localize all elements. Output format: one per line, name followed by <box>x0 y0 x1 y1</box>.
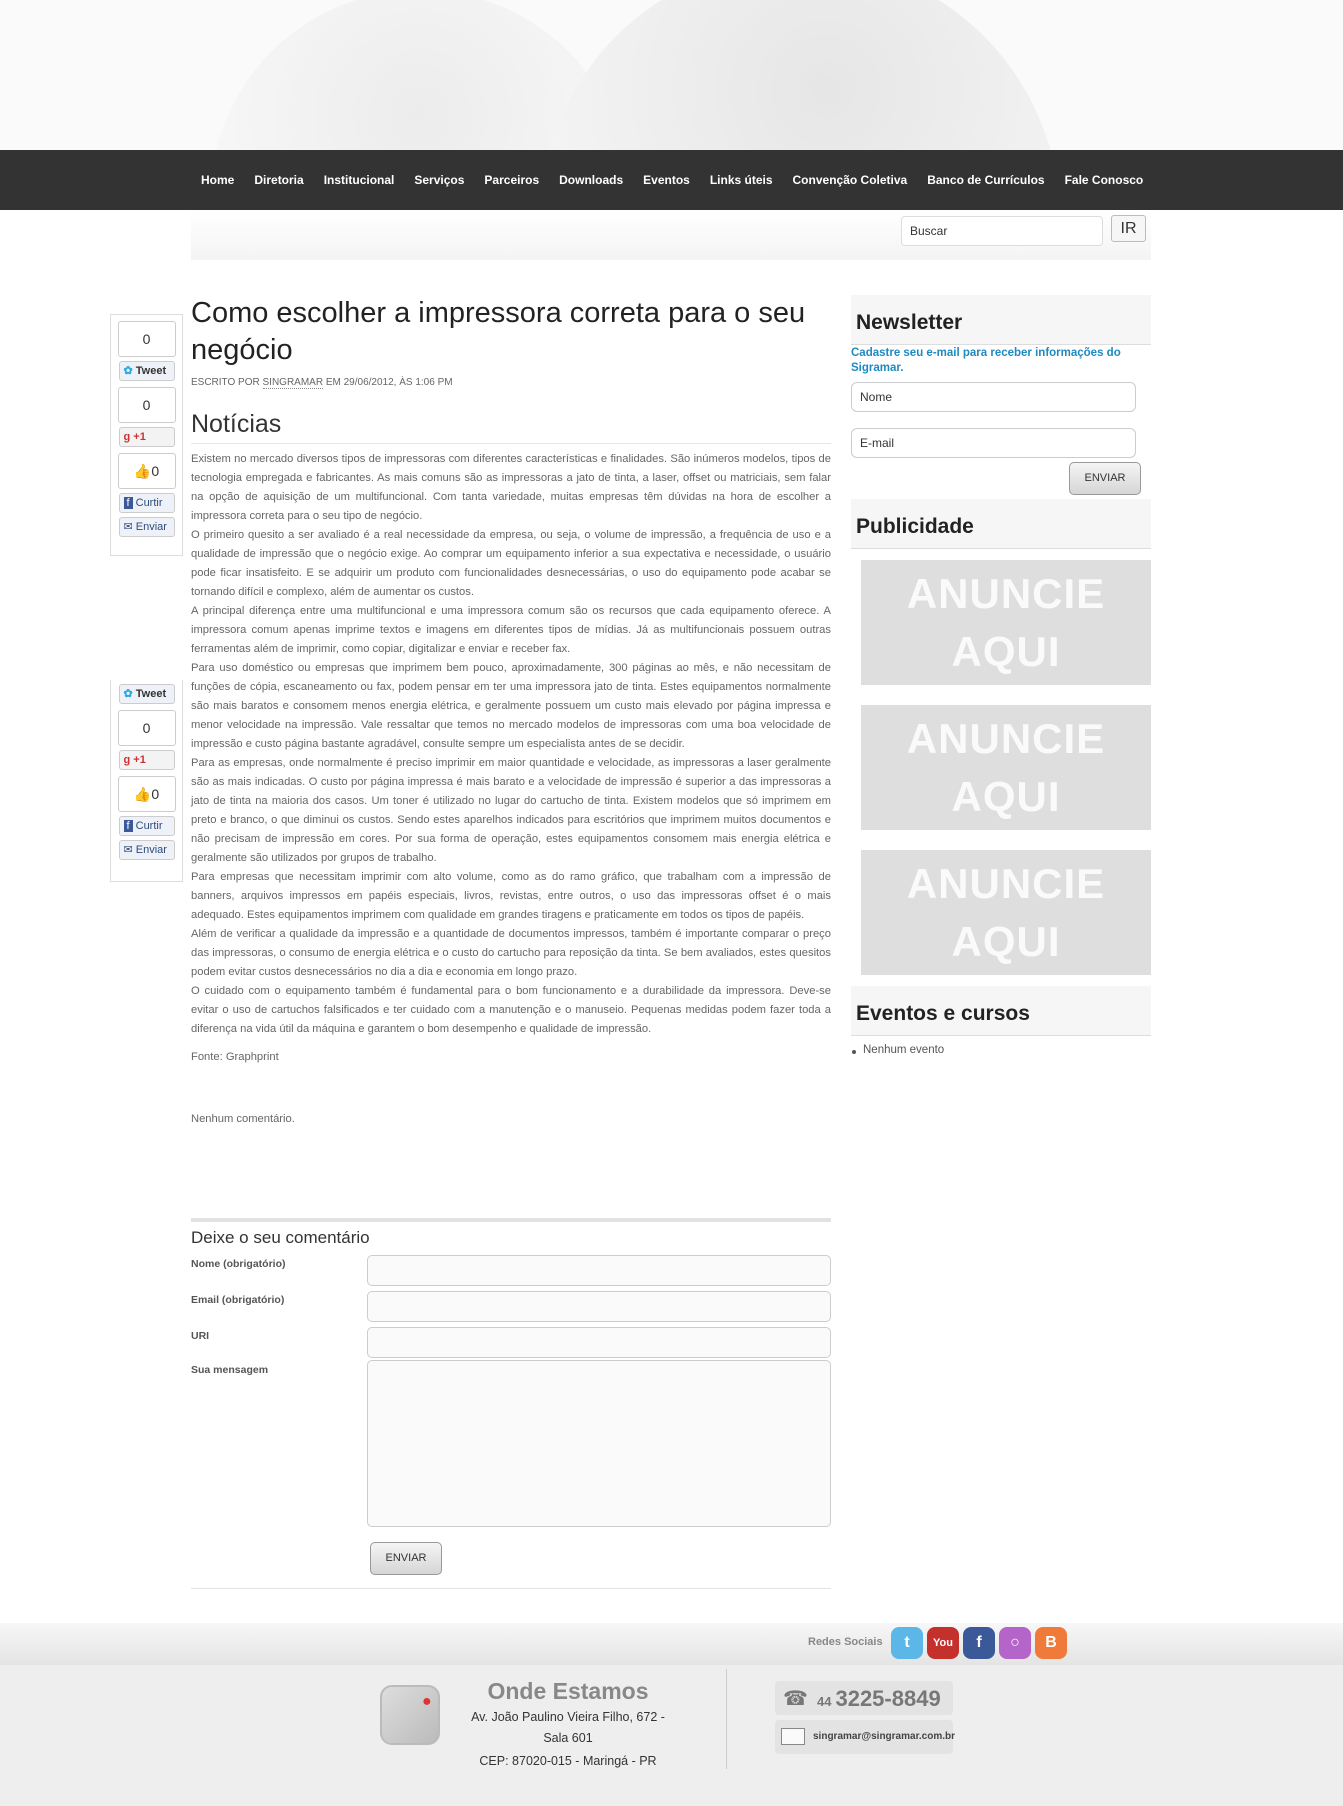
like-count: 👍0 <box>118 776 176 812</box>
email-row <box>191 1284 831 1320</box>
twitter-icon[interactable]: t <box>891 1627 923 1659</box>
events-title: Eventos e cursos <box>851 986 1151 1036</box>
search-bar <box>191 210 1151 260</box>
main-nav <box>0 150 1343 210</box>
email-field[interactable] <box>367 1291 831 1322</box>
nav-fale-conosco[interactable]: Fale Conosco <box>1064 173 1144 187</box>
phone-box <box>775 1681 953 1715</box>
comment-submit-button[interactable]: ENVIAR <box>370 1542 442 1575</box>
nav-parceiros[interactable]: Parceiros <box>484 173 540 187</box>
enviar-button[interactable]: ✉ Enviar <box>119 517 175 537</box>
social-footer-bar <box>0 1623 1343 1665</box>
youtube-icon[interactable]: You <box>927 1627 959 1659</box>
facebook-icon[interactable]: f <box>963 1627 995 1659</box>
address-line: CEP: 87020-015 - Maringá - PR <box>479 1754 657 1768</box>
newsletter-email-input[interactable]: E-mail <box>851 428 1136 458</box>
twitter-icon: ✿ <box>123 688 133 700</box>
curtir-button[interactable]: f Curtir <box>119 816 175 836</box>
gplus-icon: g <box>123 431 131 443</box>
curtir-button[interactable]: f Curtir <box>119 493 175 513</box>
search-button[interactable]: IR <box>1111 215 1146 242</box>
paragraph: O primeiro quesito a ser avaliado é a real necessidade da empresa, ou seja, o volume de impressão, a frequência de uso e a qualidade de impressão que o negócio exige. Ao comprar um equipamento inferior a sua expectativa e necessidade, o usuário pode ficar insatisfeito. E se adquirir um produto com funcionalidades desnecessárias, o uso do equipamento pode acabar se tornando difícil e complexo, além de aumentar os custos. <box>191 529 831 598</box>
envelope-icon <box>781 1728 805 1745</box>
newsletter-widget <box>851 295 1151 484</box>
name-label: Nome (obrigatório) <box>191 1258 286 1270</box>
map-pin-icon: ● <box>380 1685 440 1745</box>
ad-banner[interactable]: ANUNCIE AQUI <box>861 850 1151 975</box>
facebook-icon: f <box>124 820 133 832</box>
divider <box>726 1669 727 1769</box>
article-title: Como escolher a impressora correta para o seu negócio <box>191 297 806 366</box>
gplus-button[interactable]: g +1 <box>119 427 175 447</box>
send-icon: ✉ <box>123 844 133 856</box>
paragraph: Para as empresas, onde normalmente é preciso imprimir em maior quantidade e velocidade, as impressoras a laser geralmente são as mais indicadas. O custo por página impressa é mais barato e a velocidade de impressão é superior a das impressoras a jato de tinta na maioria dos casos. Um toner é utilizado no lugar do cartucho de tinta. Existem modelos que só imprimem em preto e branco, o que diminui os custos. Sendo estes aparelhos indicados para escritórios que imprimem muitos documentos e não precisam de impressão em cores. Por sua forma de operação, estes equipamentos consomem mais energia elétrica e geralmente são utilizados por grupos de trabalho. <box>191 757 831 864</box>
uri-row <box>191 1320 831 1356</box>
nav-diretoria[interactable]: Diretoria <box>254 173 304 187</box>
gplus-count: 0 <box>118 710 176 746</box>
email-link[interactable]: singramar@singramar.com.br <box>813 1731 956 1742</box>
paragraph: Além de verificar a qualidade da impressão e a quantidade de documentos impressos, também é importante comparar o preço das impressoras, o consumo de energia elétrica e o custo do cartucho para reposição da tinta. Se bem avaliados, estes quesitos podem evitar custos desnecessários no dia a dia e economia em longo prazo. <box>191 928 831 978</box>
article-byline: ESCRITO POR SINGRAMAR EM 29/06/2012, ÀS 1:06 PM <box>191 377 453 388</box>
tweet-count: 0 <box>118 321 176 357</box>
gplus-icon: g <box>123 754 131 766</box>
tweet-button[interactable]: ✿ Tweet <box>119 684 175 704</box>
address-line: Av. João Paulino Vieira Filho, 672 - Sala 601 <box>471 1710 665 1745</box>
nav-home[interactable]: Home <box>201 173 235 187</box>
thumbs-up-icon: 👍 <box>133 786 152 802</box>
paragraph: Para uso doméstico ou empresas que imprimem bem pouco, aproximadamente, 300 páginas ao mês, e não necessitam de funções de cópia, escaneamento ou fax, podem pensar em ter uma impressora jato de tinta. Estes equipamentos normalmente são mais baratos e consomem menos energia elétrica, e geralmente possuem um custo mais elevado por página impressa e menor velocidade na impressão. Vale ressaltar que temos no mercado modelos de impressoras com uma boa velocidade de impressão e custo página bastante agradável, consulte sempre um especialista antes de se decidir. <box>191 662 831 750</box>
divider <box>191 1588 831 1589</box>
article-source: Fonte: Graphprint <box>191 1051 279 1063</box>
twitter-icon: ✿ <box>123 365 133 377</box>
enviar-button[interactable]: ✉ Enviar <box>119 840 175 860</box>
nav-banco-curriculos[interactable]: Banco de Currículos <box>927 173 1045 187</box>
ad-banner[interactable]: ANUNCIE AQUI <box>861 705 1151 830</box>
newsletter-text: Cadastre seu e-mail para receber informações do Sigramar. <box>851 347 1121 374</box>
ads-title: Publicidade <box>851 499 1151 549</box>
name-field[interactable] <box>367 1255 831 1286</box>
share-panel-top <box>110 314 183 556</box>
category-heading[interactable]: Notícias <box>191 410 831 444</box>
newsletter-title: Newsletter <box>851 295 1151 345</box>
paragraph: A principal diferença entre uma multifuncional e uma impressora comum são os recursos que cada equipamento oferece. A impressora comum apenas imprime textos e imagens em diferentes tipos de mídias. Já as multifuncionais possuem outras ferramentas além de imprimir, como copiar, digitalizar e enviar e receber fax. <box>191 605 831 655</box>
nav-institucional[interactable]: Institucional <box>323 173 395 187</box>
phone-number: 3225-8849 <box>835 1686 941 1711</box>
event-item: Nenhum evento <box>863 1044 1151 1056</box>
like-count: 👍0 <box>118 453 176 489</box>
message-textarea[interactable] <box>367 1360 831 1527</box>
paragraph: O cuidado com o equipamento também é fundamental para o bom funcionamento e a durabilidade da impressora. Deve-se evitar o uso de cartuchos falsificados e ter cuidado com a manutenção e o manuseio. Pequenas medidas podem fazer toda a diferença na vida útil da máquina e garantem o bom desempenho e qualidade de impressão. <box>191 985 831 1035</box>
nav-downloads[interactable]: Downloads <box>559 173 624 187</box>
comment-form <box>191 1218 831 1564</box>
flickr-icon[interactable]: ○ <box>999 1627 1031 1659</box>
uri-field[interactable] <box>367 1327 831 1358</box>
facebook-icon: f <box>124 497 133 509</box>
ad-banner[interactable]: ANUNCIE AQUI <box>861 560 1151 685</box>
comment-form-title: Deixe o seu comentário <box>191 1228 370 1247</box>
gplus-count: 0 <box>118 387 176 423</box>
paragraph: Existem no mercado diversos tipos de impressoras com diferentes características e finalidades. São inúmeros modelos, tipos de tecnologia empregada e fabricantes. As mais comuns são as impressoras a jato de tinta, a laser, offset ou matriciais, sem falar na opção de aquisição de um multifuncional. Com tanta variedade, muitas empresas têm dúvidas na hora de escolher a impressora correta para o seu tipo de negócio. <box>191 453 831 522</box>
blogger-icon[interactable]: B <box>1035 1627 1067 1659</box>
phone-ddd: 44 <box>817 1694 832 1709</box>
nav-servicos[interactable]: Serviços <box>414 173 465 187</box>
message-row <box>191 1356 831 1531</box>
send-icon: ✉ <box>123 521 133 533</box>
article <box>191 295 831 1125</box>
article-body <box>191 450 831 1039</box>
header-banner <box>0 0 1343 150</box>
comment-count: Nenhum comentário. <box>191 1113 295 1125</box>
author-link[interactable]: SINGRAMAR <box>262 377 324 388</box>
uri-label: URI <box>191 1330 210 1342</box>
phone-icon: ☎ <box>783 1688 808 1710</box>
gplus-button[interactable]: g +1 <box>119 750 175 770</box>
social-label: Redes Sociais <box>808 1636 883 1648</box>
nav-links-uteis[interactable]: Links úteis <box>709 173 773 187</box>
message-label: Sua mensagem <box>191 1364 269 1376</box>
name-row <box>191 1248 831 1284</box>
address-title: Onde Estamos <box>487 1678 649 1704</box>
thumbs-up-icon: 👍 <box>133 463 152 479</box>
newsletter-name-input[interactable]: Nome <box>851 382 1136 412</box>
email-box <box>775 1720 956 1754</box>
paragraph: Para empresas que necessitam imprimir com alto volume, como as do ramo gráfico, que trabalham com a impressão de banners, arquivos impressos em papéis especiais, livros, revistas, entre outros, o uso das impressoras offset é o mais adequado. Estes equipamentos imprimem com qualidade em grandes tiragens e praticamente em todos os tipos de papéis. <box>191 871 831 921</box>
address-block <box>460 1678 676 1772</box>
share-panel-bottom <box>110 680 183 882</box>
footer <box>0 1665 1343 1806</box>
events-widget <box>851 986 1151 1056</box>
search-input[interactable]: Buscar <box>901 216 1103 246</box>
tweet-button[interactable]: ✿ Tweet <box>119 361 175 381</box>
email-label: Email (obrigatório) <box>191 1294 285 1306</box>
nav-convencao-coletiva[interactable]: Convenção Coletiva <box>792 173 908 187</box>
newsletter-submit-button[interactable]: ENVIAR <box>1069 462 1141 495</box>
nav-eventos[interactable]: Eventos <box>643 173 690 187</box>
ads-widget <box>851 499 1151 975</box>
